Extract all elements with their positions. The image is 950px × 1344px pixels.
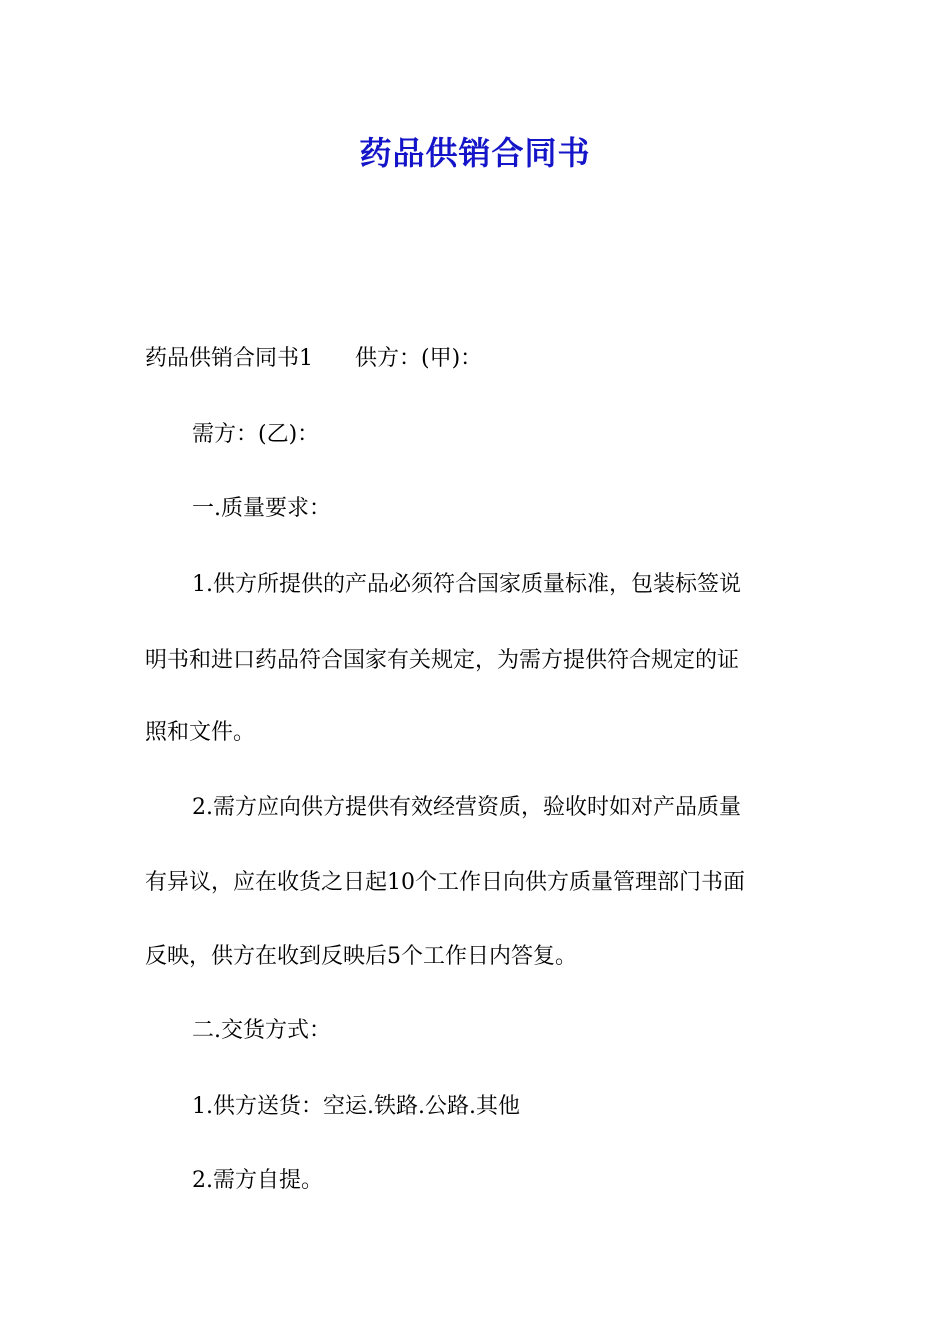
delivery-option-2: 2.需方自提。	[192, 1168, 323, 1193]
item2-line1: 2.需方应向供方提供有效经营资质，验收时如对产品质量	[192, 795, 741, 820]
item1-line3: 照和文件。	[145, 720, 256, 745]
header-left-text: 药品供销合同书1	[145, 346, 313, 371]
item1-line1: 1.供方所提供的产品必须符合国家质量标准，包装标签说	[192, 572, 741, 597]
item2-line3: 反映，供方在收到反映后5个工作日内答复。	[145, 944, 577, 969]
section2-heading: 二.交货方式：	[192, 1018, 331, 1043]
item2-line2: 有异议，应在收货之日起10个工作日向供方质量管理部门书面	[145, 870, 745, 895]
document-title: 药品供销合同书	[359, 134, 591, 172]
header-line	[145, 344, 810, 374]
delivery-option-1: 1.供方送货：空运.铁路.公路.其他	[192, 1094, 520, 1119]
item1-line2: 明书和进口药品符合国家有关规定，为需方提供符合规定的证	[145, 648, 740, 673]
buyer-label: 需方：(乙)：	[192, 422, 320, 447]
supplier-label: 供方：(甲)：	[355, 346, 483, 371]
section1-heading: 一.质量要求：	[192, 496, 331, 521]
